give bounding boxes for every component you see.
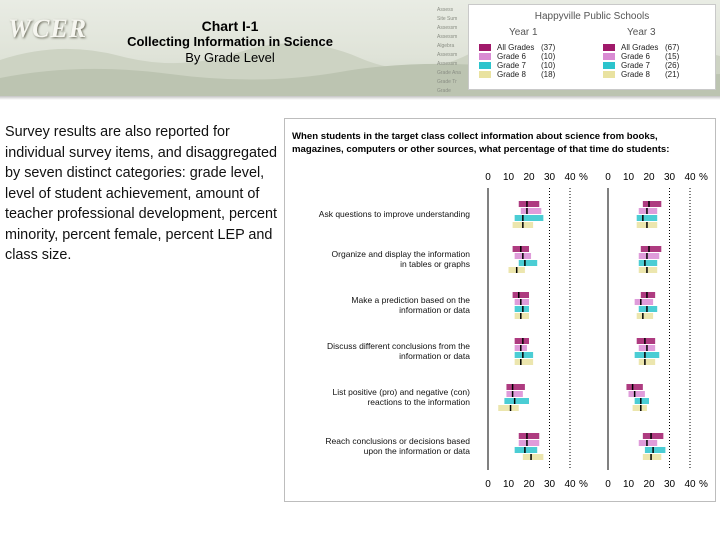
item-label: Discuss different conclusions from the: [327, 341, 470, 351]
tick-label: 0: [485, 479, 491, 490]
box-all-grades: [626, 384, 642, 390]
box-body: [519, 440, 540, 446]
background-menu-item: Assessm: [437, 25, 458, 31]
tick-label: 10: [502, 172, 515, 183]
school-name: Happyville Public Schools: [534, 11, 650, 22]
chart-question: When students in the target class collect information about science from books, magazines, computers or other sources, what percentage of that time do students:: [292, 131, 670, 155]
legend-count: (21): [665, 70, 680, 79]
box-grade-6: [519, 440, 540, 446]
box-all-grades: [637, 338, 655, 344]
box-body: [637, 338, 655, 344]
tick-label: 20: [523, 172, 535, 183]
box-body: [515, 215, 544, 221]
tick-label: 40: [684, 172, 696, 183]
box-all-grades: [506, 384, 524, 390]
box-body: [515, 359, 533, 365]
box-body: [635, 299, 653, 305]
box-body: [639, 208, 657, 214]
box-body: [521, 208, 542, 214]
title-line-1: Chart I-1: [201, 18, 259, 34]
box-grade-8: [509, 267, 525, 273]
box-body: [519, 201, 540, 207]
box-body: [506, 391, 522, 397]
item-label: information or data: [399, 305, 470, 315]
legend-label: All Grades: [497, 43, 535, 52]
item-label: Make a prediction based on the: [351, 295, 470, 305]
box-all-grades: [513, 246, 529, 252]
box-grade-7: [639, 306, 657, 312]
box-body: [639, 440, 657, 446]
box-body: [635, 398, 649, 404]
box-grade-7: [504, 398, 529, 404]
box-body: [633, 405, 647, 411]
background-menu-item: Assessm: [437, 34, 458, 40]
legend-count: (10): [541, 61, 556, 70]
box-grade-6: [515, 345, 527, 351]
box-body: [641, 292, 655, 298]
legend-label: Grade 6: [497, 52, 526, 61]
box-grade-8: [643, 454, 661, 460]
box-grade-7: [635, 352, 660, 358]
legend-label: All Grades: [621, 43, 659, 52]
legend-count: (18): [541, 70, 556, 79]
legend-label: Grade 8: [621, 70, 650, 79]
box-body: [515, 313, 529, 319]
box-grade-8: [515, 313, 529, 319]
background-menu-item: Assessm: [437, 61, 458, 67]
box-grade-7: [519, 260, 537, 266]
item-label: upon the information or data: [363, 446, 470, 456]
legend-label: Grade 8: [497, 70, 526, 79]
box-body: [515, 306, 529, 312]
item-label: reactions to the information: [367, 397, 470, 407]
box-all-grades: [519, 201, 540, 207]
box-grade-8: [498, 405, 519, 411]
tick-label: 40: [684, 479, 696, 490]
axis-unit-label: %: [699, 172, 708, 183]
box-body: [637, 313, 653, 319]
box-grade-6: [515, 299, 529, 305]
axis-unit-label: %: [579, 172, 588, 183]
box-all-grades: [641, 292, 655, 298]
tick-label: 30: [543, 479, 556, 490]
tick-label: 0: [605, 479, 611, 490]
box-all-grades: [515, 338, 529, 344]
box-body: [639, 260, 657, 266]
box-body: [515, 338, 529, 344]
box-body: [643, 433, 664, 439]
box-grade-6: [506, 391, 522, 397]
tick-label: 40: [564, 479, 576, 490]
description-text: Survey results are also reported for individual survey items, and disaggregated by seven distinct categories: grade level, level of student achievement, amount of teacher professional development, percent minority, percent female, percent LEP and class size.: [5, 124, 277, 263]
box-body: [635, 352, 660, 358]
tick-label: 30: [543, 172, 556, 183]
box-body: [519, 260, 537, 266]
box-body: [639, 306, 657, 312]
box-body: [513, 292, 529, 298]
box-grade-6: [521, 208, 542, 214]
box-body: [643, 454, 661, 460]
box-grade-7: [515, 447, 538, 453]
box-grade-7: [639, 260, 657, 266]
box-body: [639, 359, 655, 365]
box-body: [639, 253, 660, 259]
box-grade-8: [637, 222, 658, 228]
box-body: [498, 405, 519, 411]
box-body: [637, 215, 658, 221]
tick-label: 40: [564, 172, 576, 183]
background-menu-item: Site Sum: [437, 16, 458, 22]
box-grade-6: [639, 253, 660, 259]
box-grade-7: [645, 447, 666, 453]
box-grade-7: [515, 306, 529, 312]
box-grade-6: [639, 440, 657, 446]
box-body: [643, 201, 661, 207]
box-grade-7: [515, 352, 533, 358]
box-all-grades: [643, 201, 661, 207]
background-menu-item: Grade Tr: [437, 79, 457, 85]
item-label: List positive (pro) and negative (con): [332, 387, 470, 397]
box-grade-8: [639, 267, 657, 273]
background-menu-item: Assess: [437, 7, 454, 13]
item-label: Organize and display the information: [331, 249, 470, 259]
legend-year1-label: Year 1: [509, 27, 538, 38]
title-line-3: By Grade Level: [185, 50, 275, 65]
box-grade-8: [515, 359, 533, 365]
tick-label: 30: [663, 479, 676, 490]
box-all-grades: [641, 246, 662, 252]
box-grade-7: [635, 398, 649, 404]
box-all-grades: [519, 433, 540, 439]
box-grade-8: [513, 222, 534, 228]
box-body: [629, 391, 645, 397]
legend-count: (15): [665, 52, 680, 61]
legend-count: (37): [541, 43, 556, 52]
legend-count: (10): [541, 52, 556, 61]
legend-count: (26): [665, 61, 680, 70]
box-body: [626, 384, 642, 390]
box-body: [504, 398, 529, 404]
box-body: [523, 454, 544, 460]
tick-label: 0: [605, 172, 611, 183]
box-all-grades: [643, 433, 664, 439]
box-body: [515, 447, 538, 453]
box-grade-8: [637, 313, 653, 319]
tick-label: 30: [663, 172, 676, 183]
tick-label: 10: [502, 479, 515, 490]
box-body: [519, 433, 540, 439]
tick-label: 10: [622, 172, 635, 183]
box-body: [645, 447, 666, 453]
title-line-2: Collecting Information in Science: [127, 34, 333, 49]
legend-label: Grade 7: [621, 61, 650, 70]
item-label: Ask questions to improve understanding: [318, 209, 470, 219]
background-menu-item: Grade: [437, 88, 451, 94]
tick-label: 20: [643, 479, 655, 490]
box-body: [515, 352, 533, 358]
box-grade-6: [639, 208, 657, 214]
box-grade-6: [639, 345, 655, 351]
box-all-grades: [513, 292, 529, 298]
box-grade-8: [639, 359, 655, 365]
item-label: Reach conclusions or decisions based: [325, 436, 470, 446]
box-grade-6: [515, 253, 531, 259]
box-grade-8: [633, 405, 647, 411]
item-label: in tables or graphs: [400, 259, 470, 269]
tick-label: 10: [622, 479, 635, 490]
legend-label: Grade 6: [621, 52, 650, 61]
box-grade-6: [629, 391, 645, 397]
box-body: [641, 246, 662, 252]
tick-label: 0: [485, 172, 491, 183]
axis-unit-label: %: [699, 479, 708, 490]
box-body: [515, 299, 529, 305]
legend-year3-label: Year 3: [627, 27, 656, 38]
item-label: information or data: [399, 351, 470, 361]
tick-label: 20: [523, 479, 535, 490]
background-menu-item: Algebra: [437, 43, 455, 49]
legend-label: Grade 7: [497, 61, 526, 70]
axis-unit-label: %: [579, 479, 588, 490]
box-body: [506, 384, 524, 390]
box-grade-7: [515, 215, 544, 221]
box-body: [639, 267, 657, 273]
box-grade-8: [523, 454, 544, 460]
box-grade-6: [635, 299, 653, 305]
background-menu-item: Assessm: [437, 52, 458, 58]
wcer-logo: WCER: [8, 14, 88, 43]
box-grade-7: [637, 215, 658, 221]
tick-label: 20: [643, 172, 655, 183]
background-menu-item: Grade Ana: [437, 70, 461, 76]
legend-count: (67): [665, 43, 680, 52]
